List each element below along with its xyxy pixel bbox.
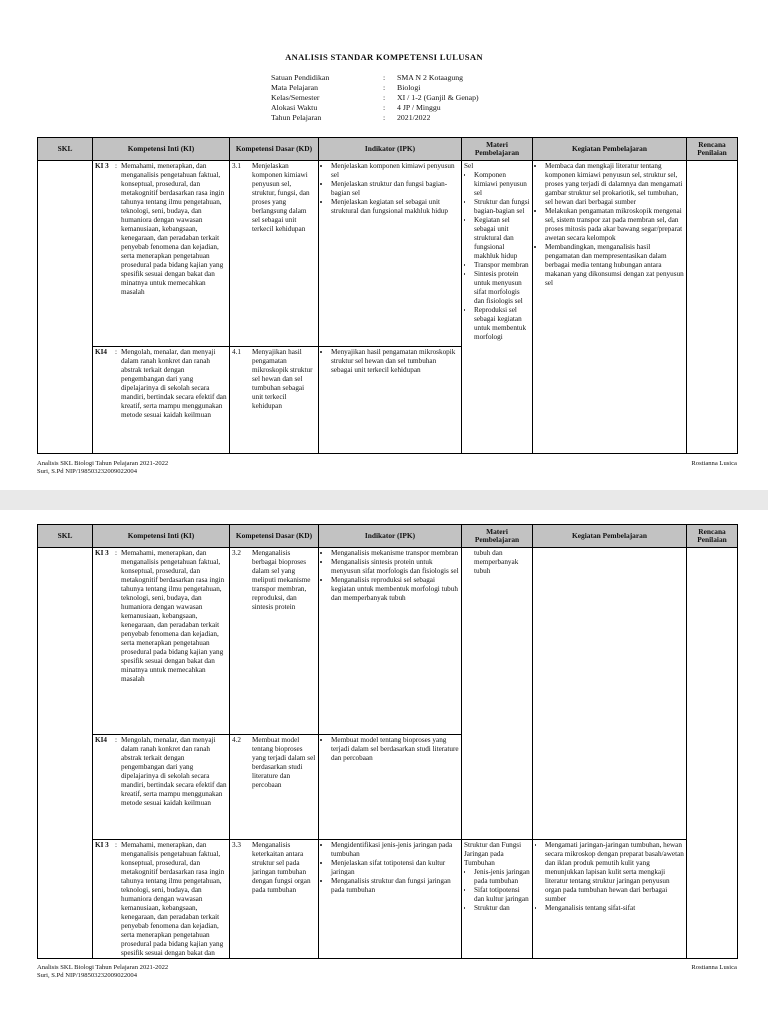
list-item: • Membandingkan, menganalisis hasil pengamatan dan mempresentasikan dalam berbagai media tentang hubungan antara makanan yang dikonsumsi dengan zat penyusun sel [545, 243, 684, 288]
skl-cell [38, 548, 93, 959]
document-info [271, 73, 479, 123]
list-item: • Transpor membran [474, 261, 530, 270]
ki3-cell: KI 3 : Memahami, menerapkan, dan menganalisis pengetahuan faktual, konseptual, prosedural, dan metakognitif berdasarkan rasa ingin tahunya tentang ilmu pengetahuan, teknologi, seni, budaya, dan humaniora dengan wawasan kemanusiaan, kebangsaan, kenegaraan, dan peradaban terkait penyebab fenomena dan kejadian, serta menerapkan pengetahuan prosedural pada bidang kajian yang spesifik sesuai dengan bakat dan minatnya untuk memecahkan masalah [93, 548, 230, 735]
header-rencana: Rencana Penilaian [687, 138, 738, 161]
materi-cell: Struktur dan Fungsi Jaringan pada Tumbuhan • Jenis-jenis jaringan pada tumbuhan • Sifat totipotensi dan kultur jaringan • Struktur dan [462, 840, 533, 959]
rencana-cell [687, 161, 738, 454]
list-item: • Membuat model tentang bioproses yang terjadi dalam sel berdasarkan studi literature dan percobaan [331, 736, 459, 763]
materi-cell: tubuh dan memperbanyak tubuh [462, 548, 533, 840]
header-ki: Kompetensi Inti (KI) [93, 138, 230, 161]
table-row [38, 548, 738, 735]
table-header-row [38, 525, 738, 548]
header-skl: SKL [38, 138, 93, 161]
page-footer: Analisis SKL Biologi Tahun Pelajaran 2021-2022 Suri, S.Pd NIP/198503232009022004 Rostianna Lusica [37, 460, 737, 475]
list-item: • Menganalisis tentang sifat-sifat [545, 904, 684, 913]
kd-cell: 3.1 Menjelaskan komponen kimiawi penyusun sel, struktur, fungsi, dan proses yang berlangsung dalam sel sebagai unit terkecil kehidupan [230, 161, 319, 347]
info-row: Mata Pelajaran : Biologi [271, 83, 421, 92]
skl-table-page-2 [37, 524, 738, 959]
header-kd: Kompetensi Dasar (KD) [230, 525, 319, 548]
ipk-cell [319, 840, 462, 959]
info-row: Satuan Pendidikan : SMA N 2 Kotaagung [271, 73, 464, 82]
list-item: • Jenis-jenis jaringan pada tumbuhan [474, 868, 530, 886]
header-ki: Kompetensi Inti (KI) [93, 525, 230, 548]
ki4-cell: KI4 : Mengolah, menalar, dan menyaji dalam ranah konkret dan ranah abstrak terkait dengan pengembangan dari yang dipelajarinya di sekolah secara mandiri, bertindak secara efektif dan kreatif, serta mampu menggunakan metode sesuai kaidah keilmuan [93, 347, 230, 454]
header-materi: Materi Pembelajaran [462, 525, 533, 548]
list-item: • Struktur dan [474, 904, 530, 913]
list-item: • Kegiatan sel sebagai unit struktural dan fungsional makhluk hidup [474, 216, 530, 261]
ki3-cell: KI 3 : Memahami, menerapkan, dan menganalisis pengetahuan faktual, konseptual, prosedural, dan metakognitif berdasarkan rasa ingin tahunya tentang ilmu pengetahuan, teknologi, seni, budaya, dan humaniora dengan wawasan kemanusiaan, kebangsaan, kenegaraan, dan peradaban terkait penyebab fenomena dan kejadian, serta menerapkan pengetahuan prosedural pada bidang kajian yang spesifik sesuai dengan bakat dan [93, 840, 230, 959]
list-item: • Struktur dan fungsi bagian-bagian sel [474, 198, 530, 216]
list-item: • Menjelaskan sifat totipotensi dan kultur jaringan [331, 859, 459, 877]
document-page-1 [0, 0, 768, 490]
list-item: • Menganalisis sintesis protein untuk menyusun sifat morfologis dan fisiologis sel [331, 558, 459, 576]
header-skl: SKL [38, 525, 93, 548]
table-header-row [38, 138, 738, 161]
list-item: • Menjelaskan struktur dan fungsi bagian-bagian sel [331, 180, 459, 198]
kegiatan-cell [533, 840, 687, 959]
list-item: • Menyajikan hasil pengamatan mikroskopik struktur sel hewan dan sel tumbuhan sebagai unit terkecil kehidupan [331, 348, 459, 375]
ipk-cell [319, 735, 462, 840]
list-item: • Membaca dan mengkaji literatur tentang komponen kimiawi penyusun sel, struktur sel, proses yang terjadi di dalamnya dan mengamati gambar struktur sel prokariotik, sel tumbuhan, sel hewan dari berbagai sumber [545, 162, 684, 207]
kd-cell: 3.2 Menganalisis berbagai bioproses dalam sel yang meliputi mekanisme transpor membran, reproduksi, dan sintesis protein [230, 548, 319, 735]
list-item: • Mengamati jaringan-jaringan tumbuhan, hewan secara mikroskop dengan preparat basah/awetan dan iklan produk pemutih kulit yang menunjukkan lapisan kulit serta mengkaji literatur tentang struktur jaringan penyusun organ pada tumbuhan hewan dari berbagai sumber [545, 841, 684, 904]
kegiatan-cell [533, 161, 687, 454]
list-item: • Komponen kimiawi penyusun sel [474, 171, 530, 198]
ki4-cell: KI4 : Mengolah, menalar, dan menyaji dalam ranah konkret dan ranah abstrak terkait dengan pengembangan dari yang dipelajarinya di sekolah secara mandiri, bertindak secara efektif dan kreatif, serta mampu menggunakan metode sesuai kaidah keilmuan [93, 735, 230, 840]
document-title: ANALISIS STANDAR KOMPETENSI LULUSAN [285, 52, 483, 62]
header-materi: Materi Pembelajaran [462, 138, 533, 161]
list-item: • Menganalisis reproduksi sel sebagai kegiatan untuk membentuk morfologi tubuh dan memperbanyak tubuh [331, 576, 459, 603]
list-item: • Menjelaskan komponen kimiawi penyusun sel [331, 162, 459, 180]
list-item: • Menjelaskan kegiatan sel sebagai unit struktural dan fungsional makhluk hidup [331, 198, 459, 216]
header-ipk: Indikator (IPK) [319, 138, 462, 161]
rencana-cell [687, 548, 738, 959]
document-page-2 [0, 510, 768, 1024]
skl-table-page-1 [37, 137, 738, 454]
list-item: • Melakukan pengamatan mikroskopik mengenai sel, sistem transpor zat pada membran sel, dan proses mitosis pada akar bawang segar/preparat awetan secara kelompok [545, 207, 684, 243]
info-row: Kelas/Semester : XI / 1-2 (Ganjil & Genap) [271, 93, 479, 102]
ki3-cell: KI 3 : Memahami, menerapkan, dan menganalisis pengetahuan faktual, konseptual, prosedural, dan metakognitif berdasarkan rasa ingin tahunya tentang ilmu pengetahuan, teknologi, seni, budaya, dan humaniora dengan wawasan kemanusiaan, kebangsaan, kenegaraan, dan peradaban terkait penyebab fenomena dan kejadian, serta menerapkan pengetahuan prosedural pada bidang kajian yang spesifik sesuai dengan bakat dan minatnya untuk memecahkan masalah [93, 161, 230, 347]
kd-cell: 3.3 Menganalisis keterkaitan antara struktur sel pada jaringan tumbuhan dengan fungsi organ pada tumbuhan [230, 840, 319, 959]
list-item: • Menganalisis struktur dan fungsi jaringan pada tumbuhan [331, 877, 459, 895]
list-item: • Mengidentifikasi jenis-jenis jaringan pada tumbuhan [331, 841, 459, 859]
kegiatan-cell [533, 548, 687, 840]
list-item: • Menganalisis mekanisme transpor membran [331, 549, 459, 558]
ipk-cell [319, 347, 462, 454]
table-row [38, 161, 738, 347]
list-item: • Reproduksi sel sebagai kegiatan untuk membentuk morfologi [474, 306, 530, 342]
header-kegiatan: Kegiatan Pembelajaran [533, 525, 687, 548]
header-ipk: Indikator (IPK) [319, 525, 462, 548]
ipk-cell [319, 161, 462, 347]
info-row: Alokasi Waktu : 4 JP / Minggu [271, 103, 441, 112]
ipk-cell [319, 548, 462, 735]
table-row [38, 840, 738, 959]
header-kegiatan: Kegiatan Pembelajaran [533, 138, 687, 161]
kd-cell: 4.2 Membuat model tentang bioproses yang terjadi dalam sel berdasarkan studi literature dan percobaan [230, 735, 319, 840]
kd-cell: 4.1 Menyajikan hasil pengamatan mikroskopik struktur sel hewan dan sel tumbuhan sebagai unit terkecil kehidupan [230, 347, 319, 454]
header-kd: Kompetensi Dasar (KD) [230, 138, 319, 161]
materi-cell: Sel • Komponen kimiawi penyusun sel • Struktur dan fungsi bagian-bagian sel • Kegiatan sel sebagai unit struktural dan fungsional makhluk hidup • Transpor membran • Sintesis protein untuk menyusun sifat morfologis dan fisiologis sel • Reproduksi sel sebagai kegiatan untuk membentuk morfologi [462, 161, 533, 454]
list-item: • Sifat totipotensi dan kultur jaringan [474, 886, 530, 904]
skl-cell [38, 161, 93, 454]
header-rencana: Rencana Penilaian [687, 525, 738, 548]
page-footer: Analisis SKL Biologi Tahun Pelajaran 2021-2022 Suri, S.Pd NIP/198503232009022004 Rostianna Lusica [37, 964, 737, 979]
list-item: • Sintesis protein untuk menyusun sifat morfologis dan fisiologis sel [474, 270, 530, 306]
info-row: Tahun Pelajaran : 2021/2022 [271, 113, 431, 122]
